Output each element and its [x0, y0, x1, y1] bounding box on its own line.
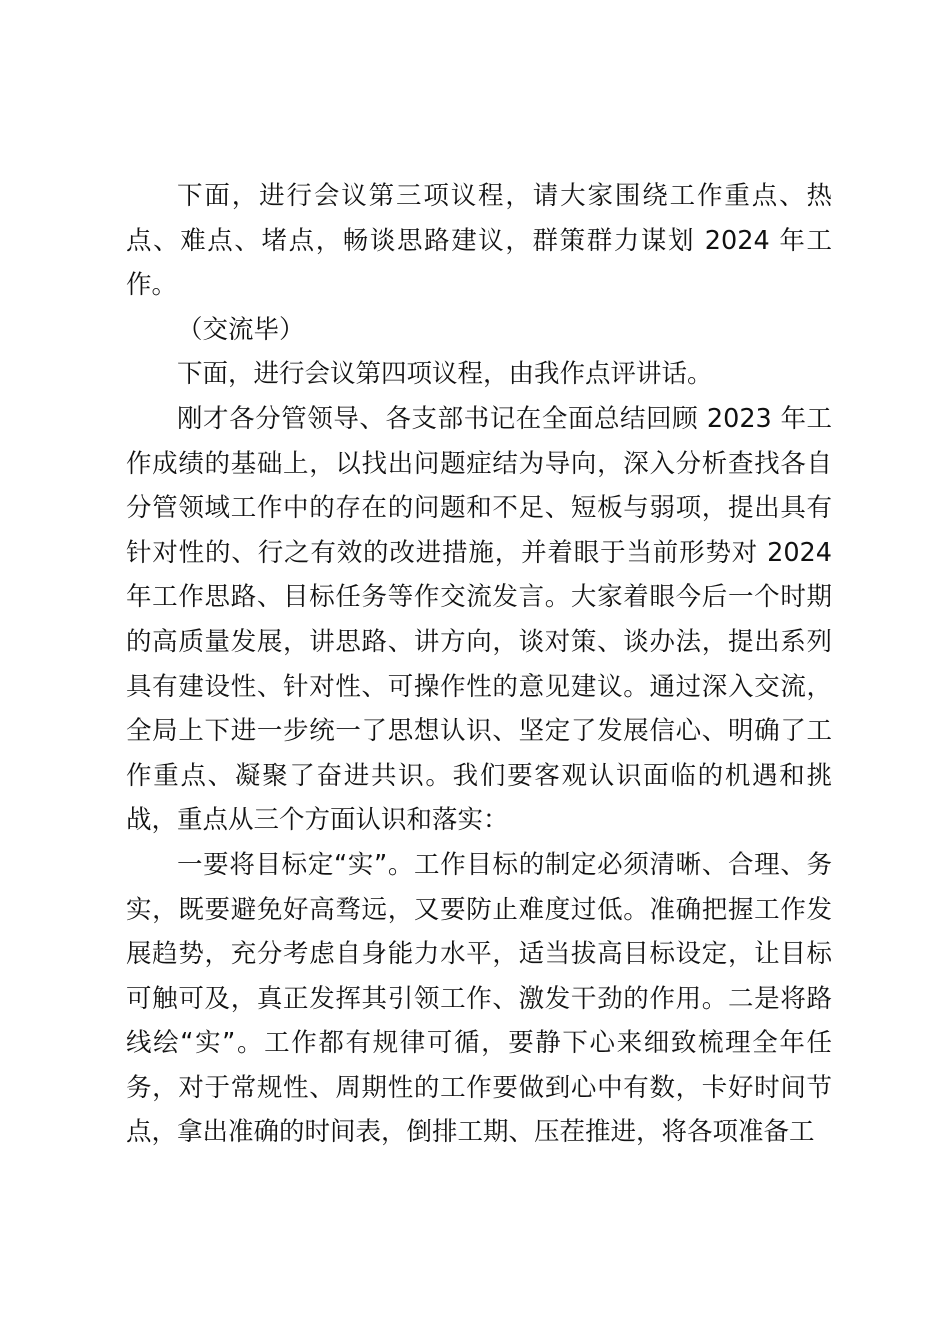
document-body — [126, 174, 832, 1155]
paragraph-goals-routes: 一要将目标定“实”。工作目标的制定必须清晰、合理、务实，既要避免好高骛远，又要防止难度过低。准确把握工作发展趋势，充分考虑自身能力水平，适当拔高目标设定，让目标可触可及，真正发挥其引领工作、激发干劲的作用。二是将路线绘“实”。工作都有规律可循，要静下心来细致梳理全年任务，对于常规性、周期性的工作要做到心中有数，卡好时间节点，拿出准确的时间表，倒排工期、压茬推进，将各项准备工 — [126, 849, 832, 1148]
paragraph-summary: 刚才各分管领导、各支部书记在全面总结回顾 2023 年工作成绩的基础上，以找出问题症结为导向，深入分析查找各自分管领域工作中的存在的问题和不足、短板与弱项，提出具有针对性的、行之有效的改进措施，并着眼于当前形势对 2024 年工作思路、目标任务等作交流发言。大家着眼今后一个时期的高质量发展，讲思路、讲方向，谈对策、谈办法，提出系列具有建设性、针对性、可操作性的意见建议。通过深入交流，全局上下进一步统一了思想认识、坚定了发展信心、明确了工作重点、凝聚了奋进共识。我们要客观认识面临的机遇和挑战，重点从三个方面认识和落实： — [126, 403, 832, 836]
paragraph-agenda-four: 下面，进行会议第四项议程，由我作点评讲话。 — [177, 359, 713, 390]
paragraph-exchange-finished: （交流毕） — [177, 314, 305, 345]
paragraph-agenda-three: 下面，进行会议第三项议程，请大家围绕工作重点、热点、难点、堵点，畅谈思路建议，群策群力谋划 2024 年工作。 — [126, 181, 832, 301]
